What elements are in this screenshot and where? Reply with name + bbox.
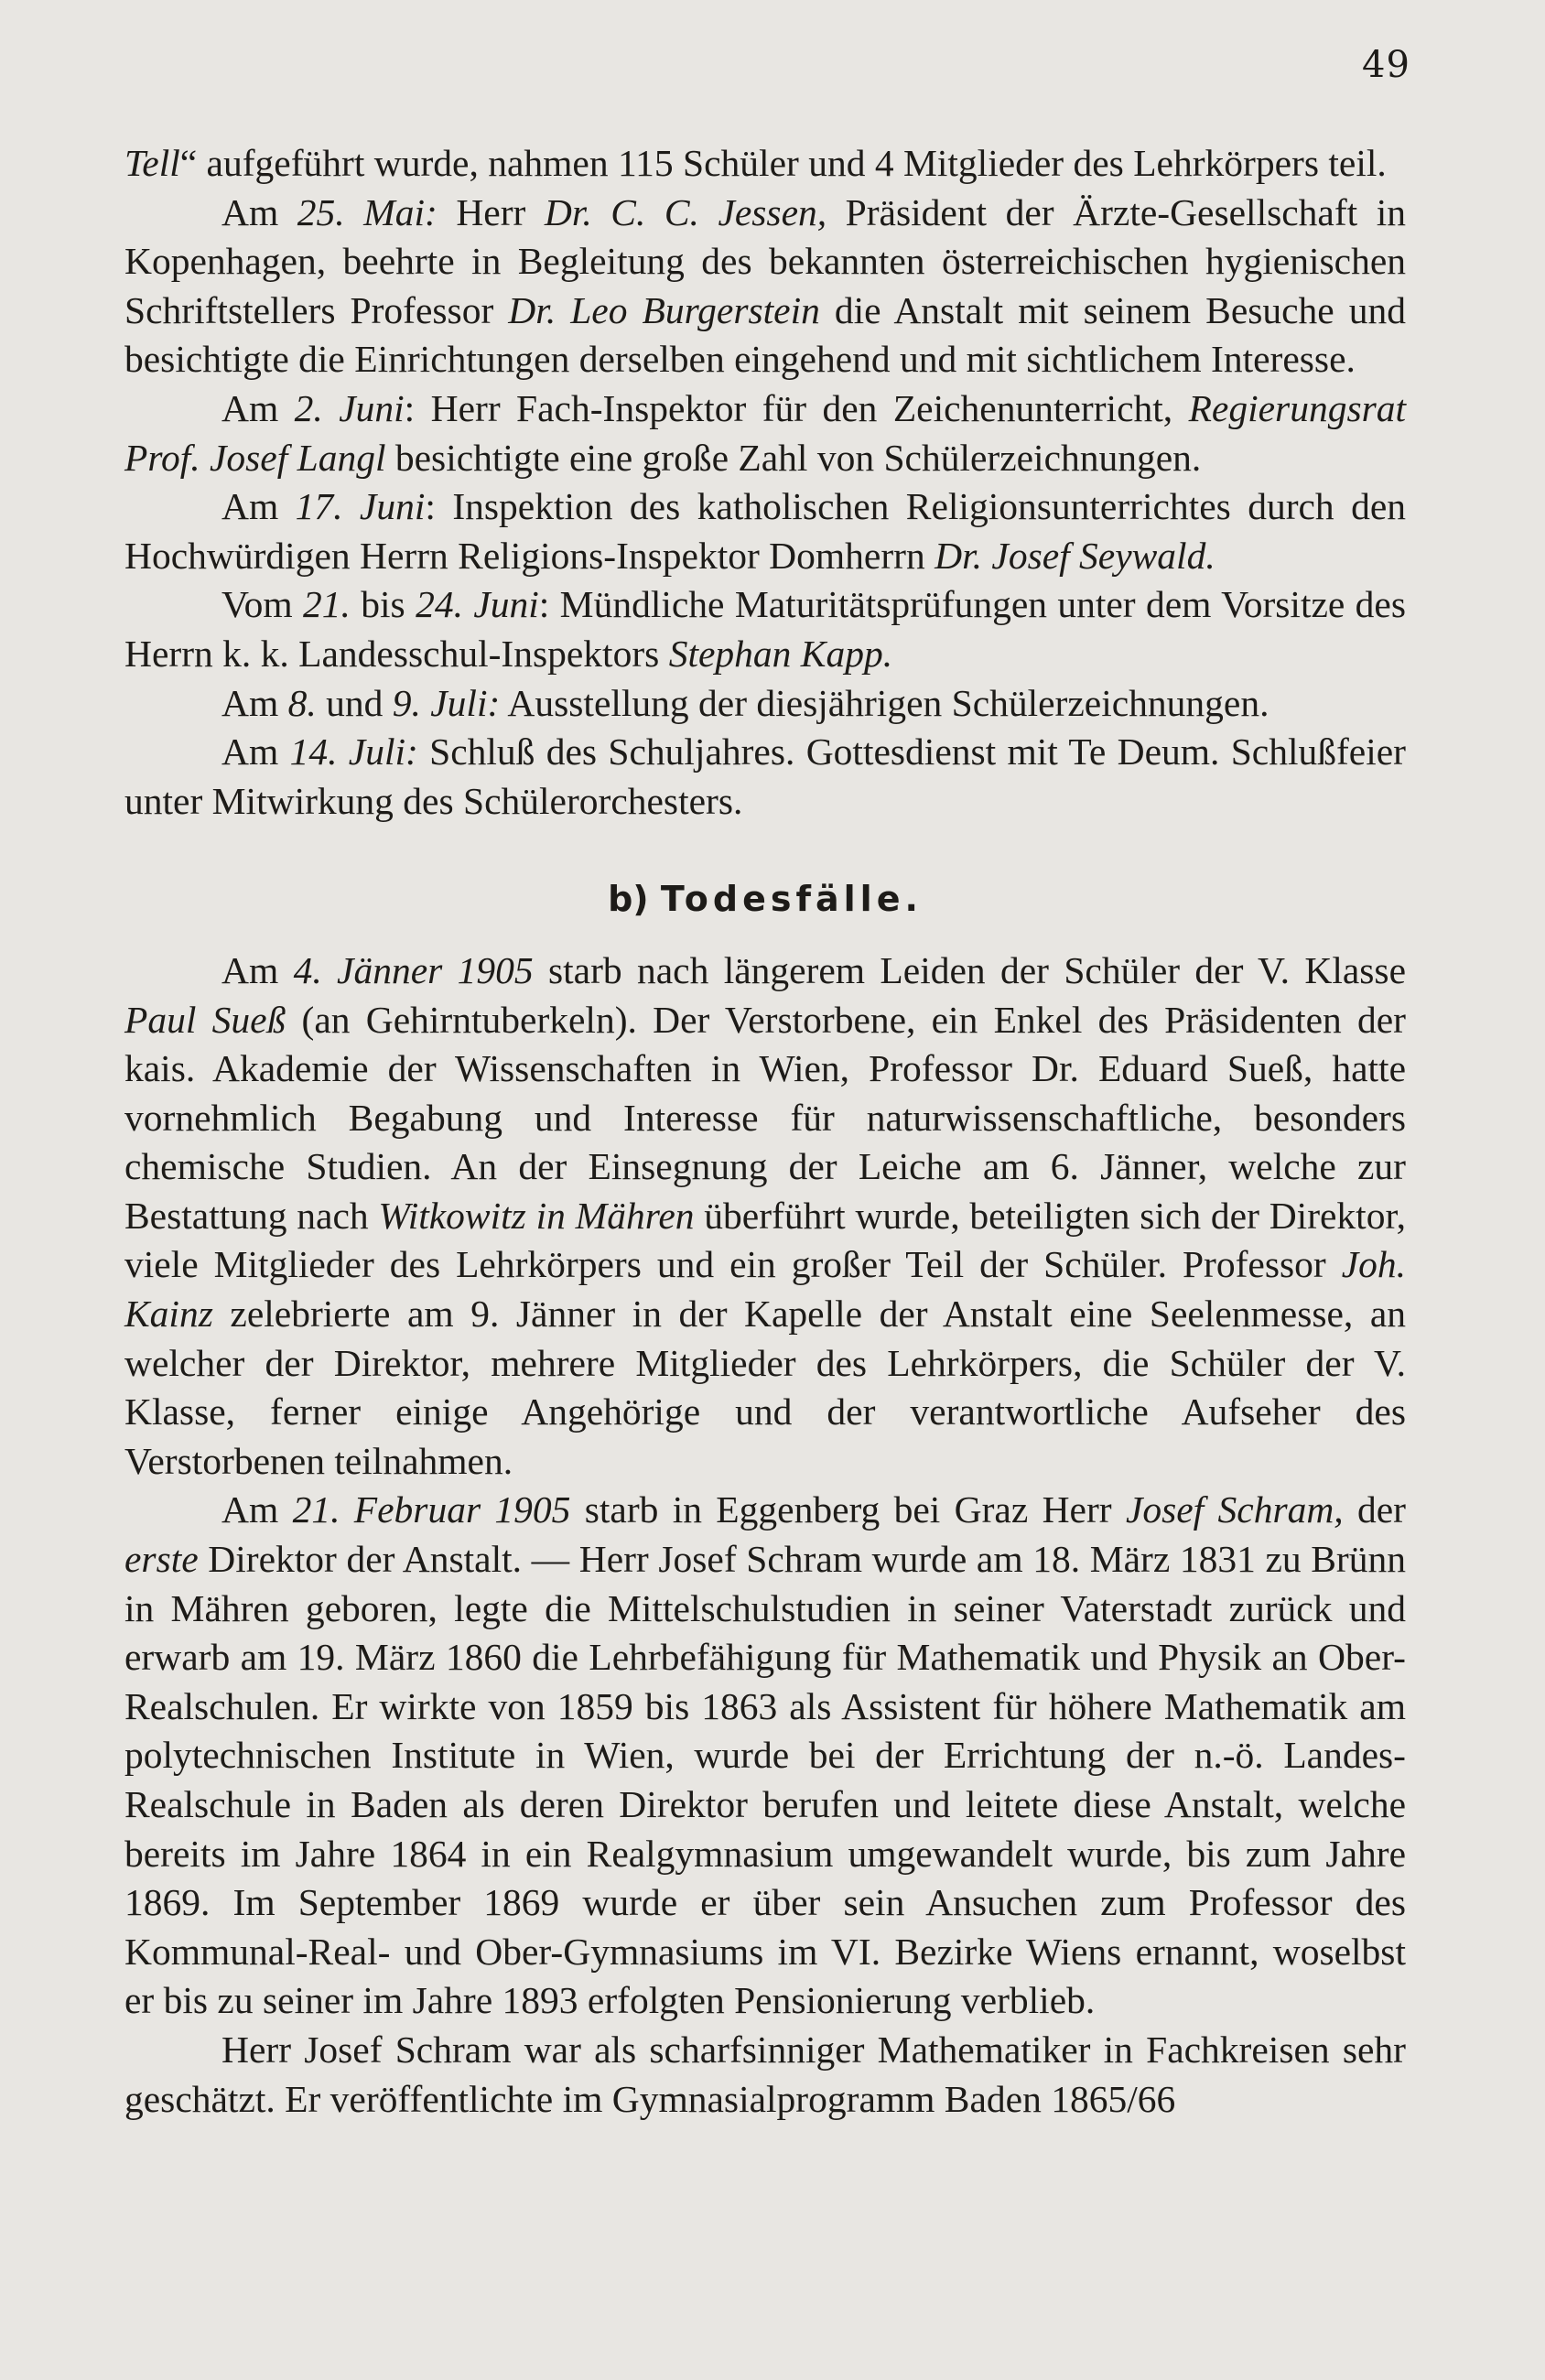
person-name: Paul Sueß (124, 998, 286, 1041)
text: Am (221, 730, 290, 774)
event-paragraph (124, 679, 1406, 729)
body-text (124, 139, 1406, 2124)
event-date: 2. Juni (294, 386, 405, 429)
person-name: Josef Schram, (1125, 1488, 1344, 1531)
person-name: Stephan Kapp. (668, 632, 893, 675)
text: Am (221, 948, 294, 991)
text: Am (221, 190, 297, 233)
text: Vom (221, 583, 304, 626)
event-paragraph (124, 482, 1406, 580)
event-date: 8. (287, 681, 317, 724)
event-paragraph (124, 384, 1406, 482)
page-number: 49 (1362, 44, 1410, 86)
place-name: Witkowitz in Mähren (378, 1194, 695, 1237)
event-date: 17. Juni (295, 485, 426, 528)
text: : Mündliche Maturitätsprüfungen unter dem Vorsitze des Herrn k. k. Landesschul-Inspektors (124, 583, 1407, 675)
event-date: 4. Jänner 1905 (293, 948, 534, 991)
person-name: Dr. Josef Seywald. (935, 534, 1215, 577)
paragraph-text: “ aufgeführt wurde, nahmen 115 Schüler und 4 Mitglieder des Lehrkörpers teil. (179, 142, 1387, 184)
text: die Anstalt mit seinem Besuche und besichtigte die Einrichtungen derselben eingehend und mit sichtlichem Interesse. (124, 288, 1406, 381)
text: Ausstellung der diesjährigen Schülerzeichnungen. (500, 681, 1269, 724)
section-title: Todesfälle. (660, 879, 923, 920)
text: der (1343, 1488, 1406, 1531)
text: Herr (437, 190, 545, 233)
text: Am (221, 681, 288, 724)
text: starb in Eggenberg bei Graz Herr (570, 1488, 1126, 1531)
text: Präsident der Ärzte-Gesellschaft in Kopenhagen, beehrte in Begleitung des bekannten österreichischen hygienischen Schriftstellers Professor (124, 190, 1406, 331)
emphasis: erste (124, 1538, 199, 1581)
text: : Inspektion des katholischen Religionsunterrichtes durch den Hochwürdigen Herrn Religions-Inspektor Domherrn (124, 485, 1407, 577)
event-date: 24. Juni (416, 583, 539, 626)
event-date: 14. Juli: (289, 730, 418, 774)
section-heading (124, 875, 1406, 925)
text: überführt wurde, beteiligten sich der Direktor, viele Mitglieder des Lehrkörpers und ein großer Teil der Schüler. Professor (124, 1194, 1406, 1286)
text: bis (350, 583, 416, 626)
text: (an Gehirntuberkeln). Der Verstorbene, ein Enkel des Präsidenten der kais. Akademie der Wissenschaften in Wien, Professor Dr. Eduard Sueß, hatte vornehmlich Begabung und Interesse für naturwissenschaftliche, besonders chemische Studien. An der Einsegnung der Leiche am 6. Jänner, welche zur Bestattung nach (124, 998, 1406, 1237)
text: Schluß des Schuljahres. Gottesdienst mit Te Deum. Schlußfeier unter Mitwirkung des Schülerorchesters. (124, 730, 1406, 822)
event-date: 9. Juli: (392, 681, 501, 724)
paragraph-continuation (124, 139, 1406, 189)
text: : Herr Fach-Inspektor für den Zeichenunterricht, (404, 386, 1189, 429)
event-date: 25. Mai: (297, 190, 438, 233)
death-paragraph (124, 1486, 1406, 2026)
person-name: Dr. Leo Burgerstein (508, 288, 820, 331)
text: Am (221, 485, 296, 528)
text: starb nach längerem Leiden der Schüler der V. Klasse (533, 948, 1406, 991)
text: Direktor der Anstalt. — Herr Josef Schram wurde am 18. März 1831 zu Brünn in Mähren geboren, legte die Mittelschulstudien in seiner Vaterstadt zurück und erwarb am 19. März 1860 die Lehrbefähigung für Mathematik und Physik an Ober-Realschulen. Er wirkte von 1859 bis 1863 als Assistent für höhere Mathematik am polytechnischen Institute in Wien, wurde bei der Errichtung der n.-ö. Landes-Realschule in Baden als deren Direktor berufen und leitete diese Anstalt, welche bereits im Jahre 1864 in ein Realgymnasium umgewandelt wurde, bis zum Jahre 1869. Im September 1869 wurde er über sein Ansuchen zum Professor des Kommunal-Real- und Ober-Gymnasiums im VI. Bezirke Wiens ernannt, woselbst er bis zu seiner im Jahre 1893 erfolgten Pensionierung verblieb. (124, 1538, 1406, 2022)
text: und (316, 681, 393, 724)
person-name: Joh. Kainz (124, 1243, 1406, 1336)
paragraph (124, 2026, 1406, 2124)
italic-title-fragment: Tell (124, 142, 180, 184)
death-paragraph (124, 947, 1406, 1487)
event-paragraph (124, 189, 1406, 384)
person-name: Dr. C. C. Jessen, (544, 190, 827, 233)
event-date: 21. Februar 1905 (292, 1488, 571, 1531)
text: Am (221, 1488, 293, 1531)
text: besichtigte eine große Zahl von Schülerzeichnungen. (385, 436, 1202, 479)
event-paragraph (124, 580, 1406, 678)
event-date: 21. (303, 583, 351, 626)
event-paragraph (124, 728, 1406, 826)
text: Am (221, 386, 295, 429)
text: zelebrierte am 9. Jänner in der Kapelle der Anstalt eine Seelenmesse, an welcher der Direktor, mehrere Mitglieder des Lehrkörpers, die Schüler der V. Klasse, ferner einige Angehörige und der verantwortliche Aufseher des Verstorbenen teilnahmen. (124, 1293, 1406, 1482)
person-name: Regierungsrat Prof. Josef Langl (124, 386, 1407, 479)
text: Herr Josef Schram war als scharfsinniger Mathematiker in Fachkreisen sehr geschätzt. Er veröffentlichte im Gymnasialprogramm Baden 1865/66 (124, 2028, 1406, 2120)
section-prefix: b) (608, 879, 649, 920)
